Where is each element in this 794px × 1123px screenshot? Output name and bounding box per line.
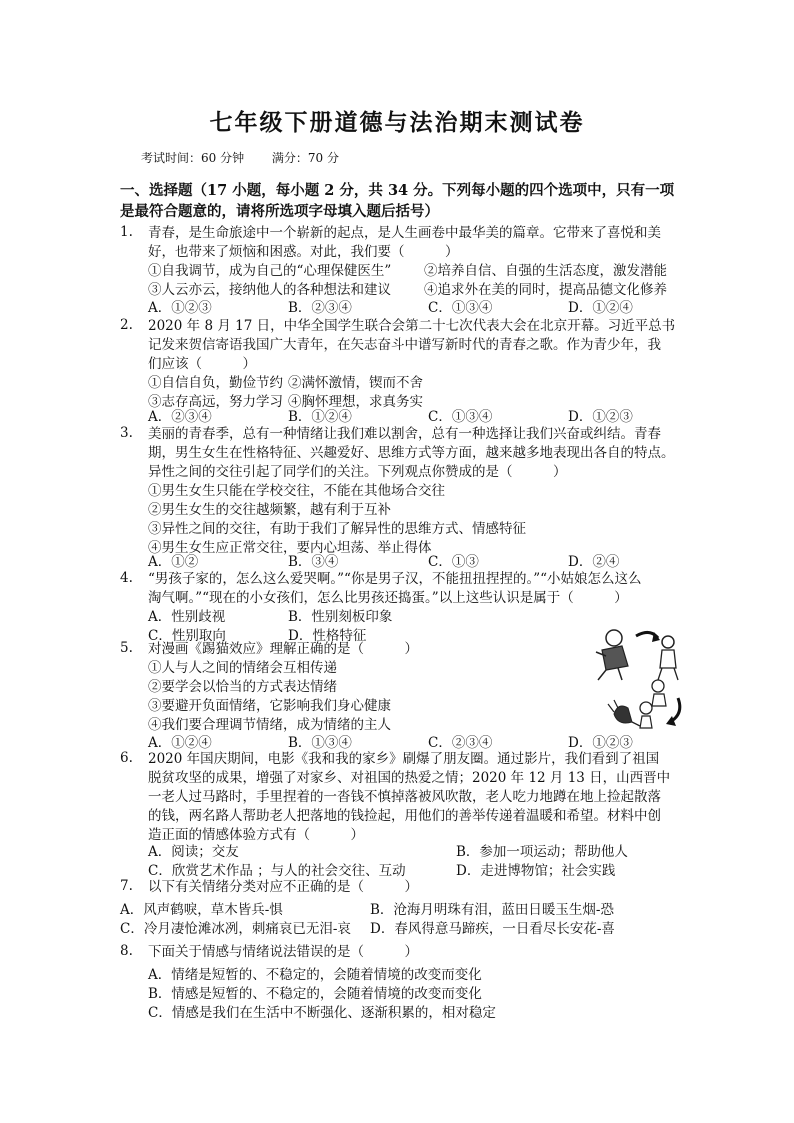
question-stem-line: 以下有关情绪分类对应不正确的是（ ）: [148, 879, 418, 895]
statement-item: ②满怀激情，锲而不舍: [288, 375, 423, 391]
answer-option[interactable]: D．①②③: [568, 735, 633, 751]
question-stem-line: 对漫画《踢猫效应》理解正确的是（ ）: [148, 641, 418, 657]
statement-item: ①自我调节，成为自己的“心理保健医生”: [148, 263, 392, 279]
kick-cat-cartoon: [588, 622, 684, 740]
question-number: 5.: [120, 640, 133, 656]
full-score: 满分：70 分: [271, 151, 340, 165]
answer-option[interactable]: A．①②③: [148, 300, 212, 316]
statement-item: ②要学会以恰当的方式表达情绪: [148, 679, 337, 695]
question-stem-line: 2020 年 8 月 17 日，中华全国学生联合会第二十七次代表大会在北京开幕。习近平总书: [148, 318, 676, 334]
answer-option[interactable]: A．性别歧视: [148, 609, 226, 625]
statement-item: ③异性之间的交往，有助于我们了解异性的思维方式、情感特征: [148, 521, 526, 537]
exam-time: 考试时间：60 分钟: [141, 151, 245, 165]
answer-option[interactable]: D．②④: [568, 554, 620, 570]
answer-option[interactable]: B．①③④: [288, 735, 352, 751]
question-stem-line: 好，也带来了烦恼和困惑。对此，我们要（ ）: [148, 244, 459, 260]
answer-option[interactable]: A．风声鹤唳，草木皆兵-惧: [120, 902, 283, 918]
answer-option[interactable]: D．性格特征: [288, 628, 367, 644]
answer-option[interactable]: B．参加一项运动；帮助他人: [456, 844, 628, 860]
question-stem-line: 造正面的情感体验方式有（ ）: [148, 827, 364, 843]
question-number: 1.: [120, 224, 133, 240]
answer-option[interactable]: B．沧海月明珠有泪，蓝田日暖玉生烟-恐: [370, 902, 614, 918]
answer-option[interactable]: A．②③④: [148, 409, 212, 425]
statement-item: ②培养自信、自强的生活态度，激发潜能: [424, 263, 667, 279]
statement-item: ④胸怀理想，求真务实: [288, 394, 423, 410]
statement-item: ④追求外在美的同时，提高品德文化修养: [424, 282, 667, 298]
question-stem-line: “男孩子家的，怎么这么爱哭啊。”“你是男子汉，不能扭扭捏捏的。”“小姑娘怎么这么: [148, 571, 642, 587]
answer-option[interactable]: C．性别取向: [148, 628, 226, 644]
answer-option[interactable]: B．①②④: [288, 409, 352, 425]
answer-option[interactable]: D．①②③: [568, 409, 633, 425]
question-stem-line: 记发来贺信寄语我国广大青年，在矢志奋斗中谱写新时代的青春之歌。作为青少年，我: [148, 337, 661, 353]
question-number: 7.: [120, 878, 133, 894]
exam-meta: [141, 149, 363, 166]
answer-option[interactable]: C．冷月凄怆滩冰冽，刺痛哀已无泪-哀: [120, 921, 351, 937]
answer-option[interactable]: A．情绪是短暂的、不稳定的，会随着情境的改变而变化: [148, 967, 482, 983]
question-number: 3.: [120, 425, 133, 441]
answer-option[interactable]: C．情感是我们在生活中不断强化、逐渐积累的，相对稳定: [148, 1005, 496, 1021]
question-stem-line: 淘气啊。”“现在的小女孩们，怎么比男孩还捣蛋。”以上这些认识是属于（ ）: [148, 590, 628, 606]
answer-option[interactable]: C．欣赏艺术作品 ；与人的社会交往、互动: [148, 863, 406, 879]
question-number: 4.: [120, 570, 133, 586]
statement-item: ①自信自负，勤俭节约: [148, 375, 283, 391]
page-title: 七年级下册道德与法治期末测试卷: [209, 109, 585, 136]
answer-option[interactable]: D．春风得意马蹄疾，一日看尽长安花-喜: [370, 921, 615, 937]
statement-item: ③要避开负面情绪，它影响我们身心健康: [148, 698, 391, 714]
question-number: 2.: [120, 317, 133, 333]
question-stem-line: 异性之间的交往引起了同学们的关注。下列观点你赞成的是（ ）: [148, 464, 567, 480]
answer-option[interactable]: B．③④: [288, 554, 339, 570]
statement-item: ④男生女生应正常交往，要内心坦荡、举止得体: [148, 540, 432, 556]
statement-item: ②男生女生的交往越频繁，越有利于互补: [148, 502, 391, 518]
answer-option[interactable]: D．①②④: [568, 300, 633, 316]
answer-option[interactable]: A．①②④: [148, 735, 212, 751]
question-stem-line: 期，男生女生在性格特征、兴趣爱好、思维方式等方面，越来越多地表现出各自的特点。: [148, 445, 675, 461]
question-stem-line: 2020 年国庆期间，电影《我和我的家乡》刷爆了朋友圈。通过影片，我们看到了祖国: [148, 751, 660, 767]
question-stem-line: 青春，是生命旅途中一个崭新的起点，是人生画卷中最华美的篇章。它带来了喜悦和美: [148, 225, 661, 241]
question-stem-line: 下面关于情感与情绪说法错误的是（ ）: [148, 944, 418, 960]
question-stem-line: 的钱，两名路人帮助老人把落地的钱捡起，用他们的善举传递着温暖和希望。材料中创: [148, 808, 661, 824]
statement-item: ③人云亦云，接纳他人的各种想法和建议: [148, 282, 391, 298]
question-stem-line: 们应该（ ）: [148, 356, 256, 372]
question-stem-line: 一老人过马路时，手里捏着的一沓钱不慎掉落被风吹散，老人吃力地蹲在地上捡起散落: [148, 789, 661, 805]
question-stem-line: 脱贫攻坚的成果，增强了对家乡、对祖国的热爱之情；2020 年 12 月 13 日，山西晋中: [148, 770, 671, 786]
answer-option[interactable]: A．①②: [148, 554, 199, 570]
answer-option[interactable]: C．②③④: [428, 735, 493, 751]
answer-option[interactable]: A．阅读；交友: [148, 844, 239, 860]
answer-option[interactable]: B．②③④: [288, 300, 352, 316]
statement-item: ①男生女生只能在学校交往，不能在其他场合交往: [148, 483, 445, 499]
statement-item: ③志存高远，努力学习: [148, 394, 283, 410]
question-number: 6.: [120, 750, 133, 766]
statement-item: ①人与人之间的情绪会互相传递: [148, 660, 337, 676]
answer-option[interactable]: B．性别刻板印象: [288, 609, 393, 625]
answer-option[interactable]: C．①③④: [428, 300, 493, 316]
answer-option[interactable]: D．走进博物馆；社会实践: [456, 863, 616, 879]
question-stem-line: 美丽的青春季，总有一种情绪让我们难以割舍，总有一种选择让我们兴奋或纠结。青春: [148, 426, 661, 442]
answer-option[interactable]: B．情感是短暂的、不稳定的，会随着情境的改变而变化: [148, 986, 482, 1002]
answer-option[interactable]: C．①③: [428, 554, 479, 570]
question-number: 8.: [120, 943, 133, 959]
section-heading: 一、选择题（17 小题，每小题 2 分，共 34 分。下列每小题的四个选项中，只有一项是最符合题意的，请将所选项字母填入题后括号）: [120, 182, 675, 220]
answer-option[interactable]: C．①③④: [428, 409, 493, 425]
statement-item: ④我们要合理调节情绪，成为情绪的主人: [148, 717, 391, 733]
